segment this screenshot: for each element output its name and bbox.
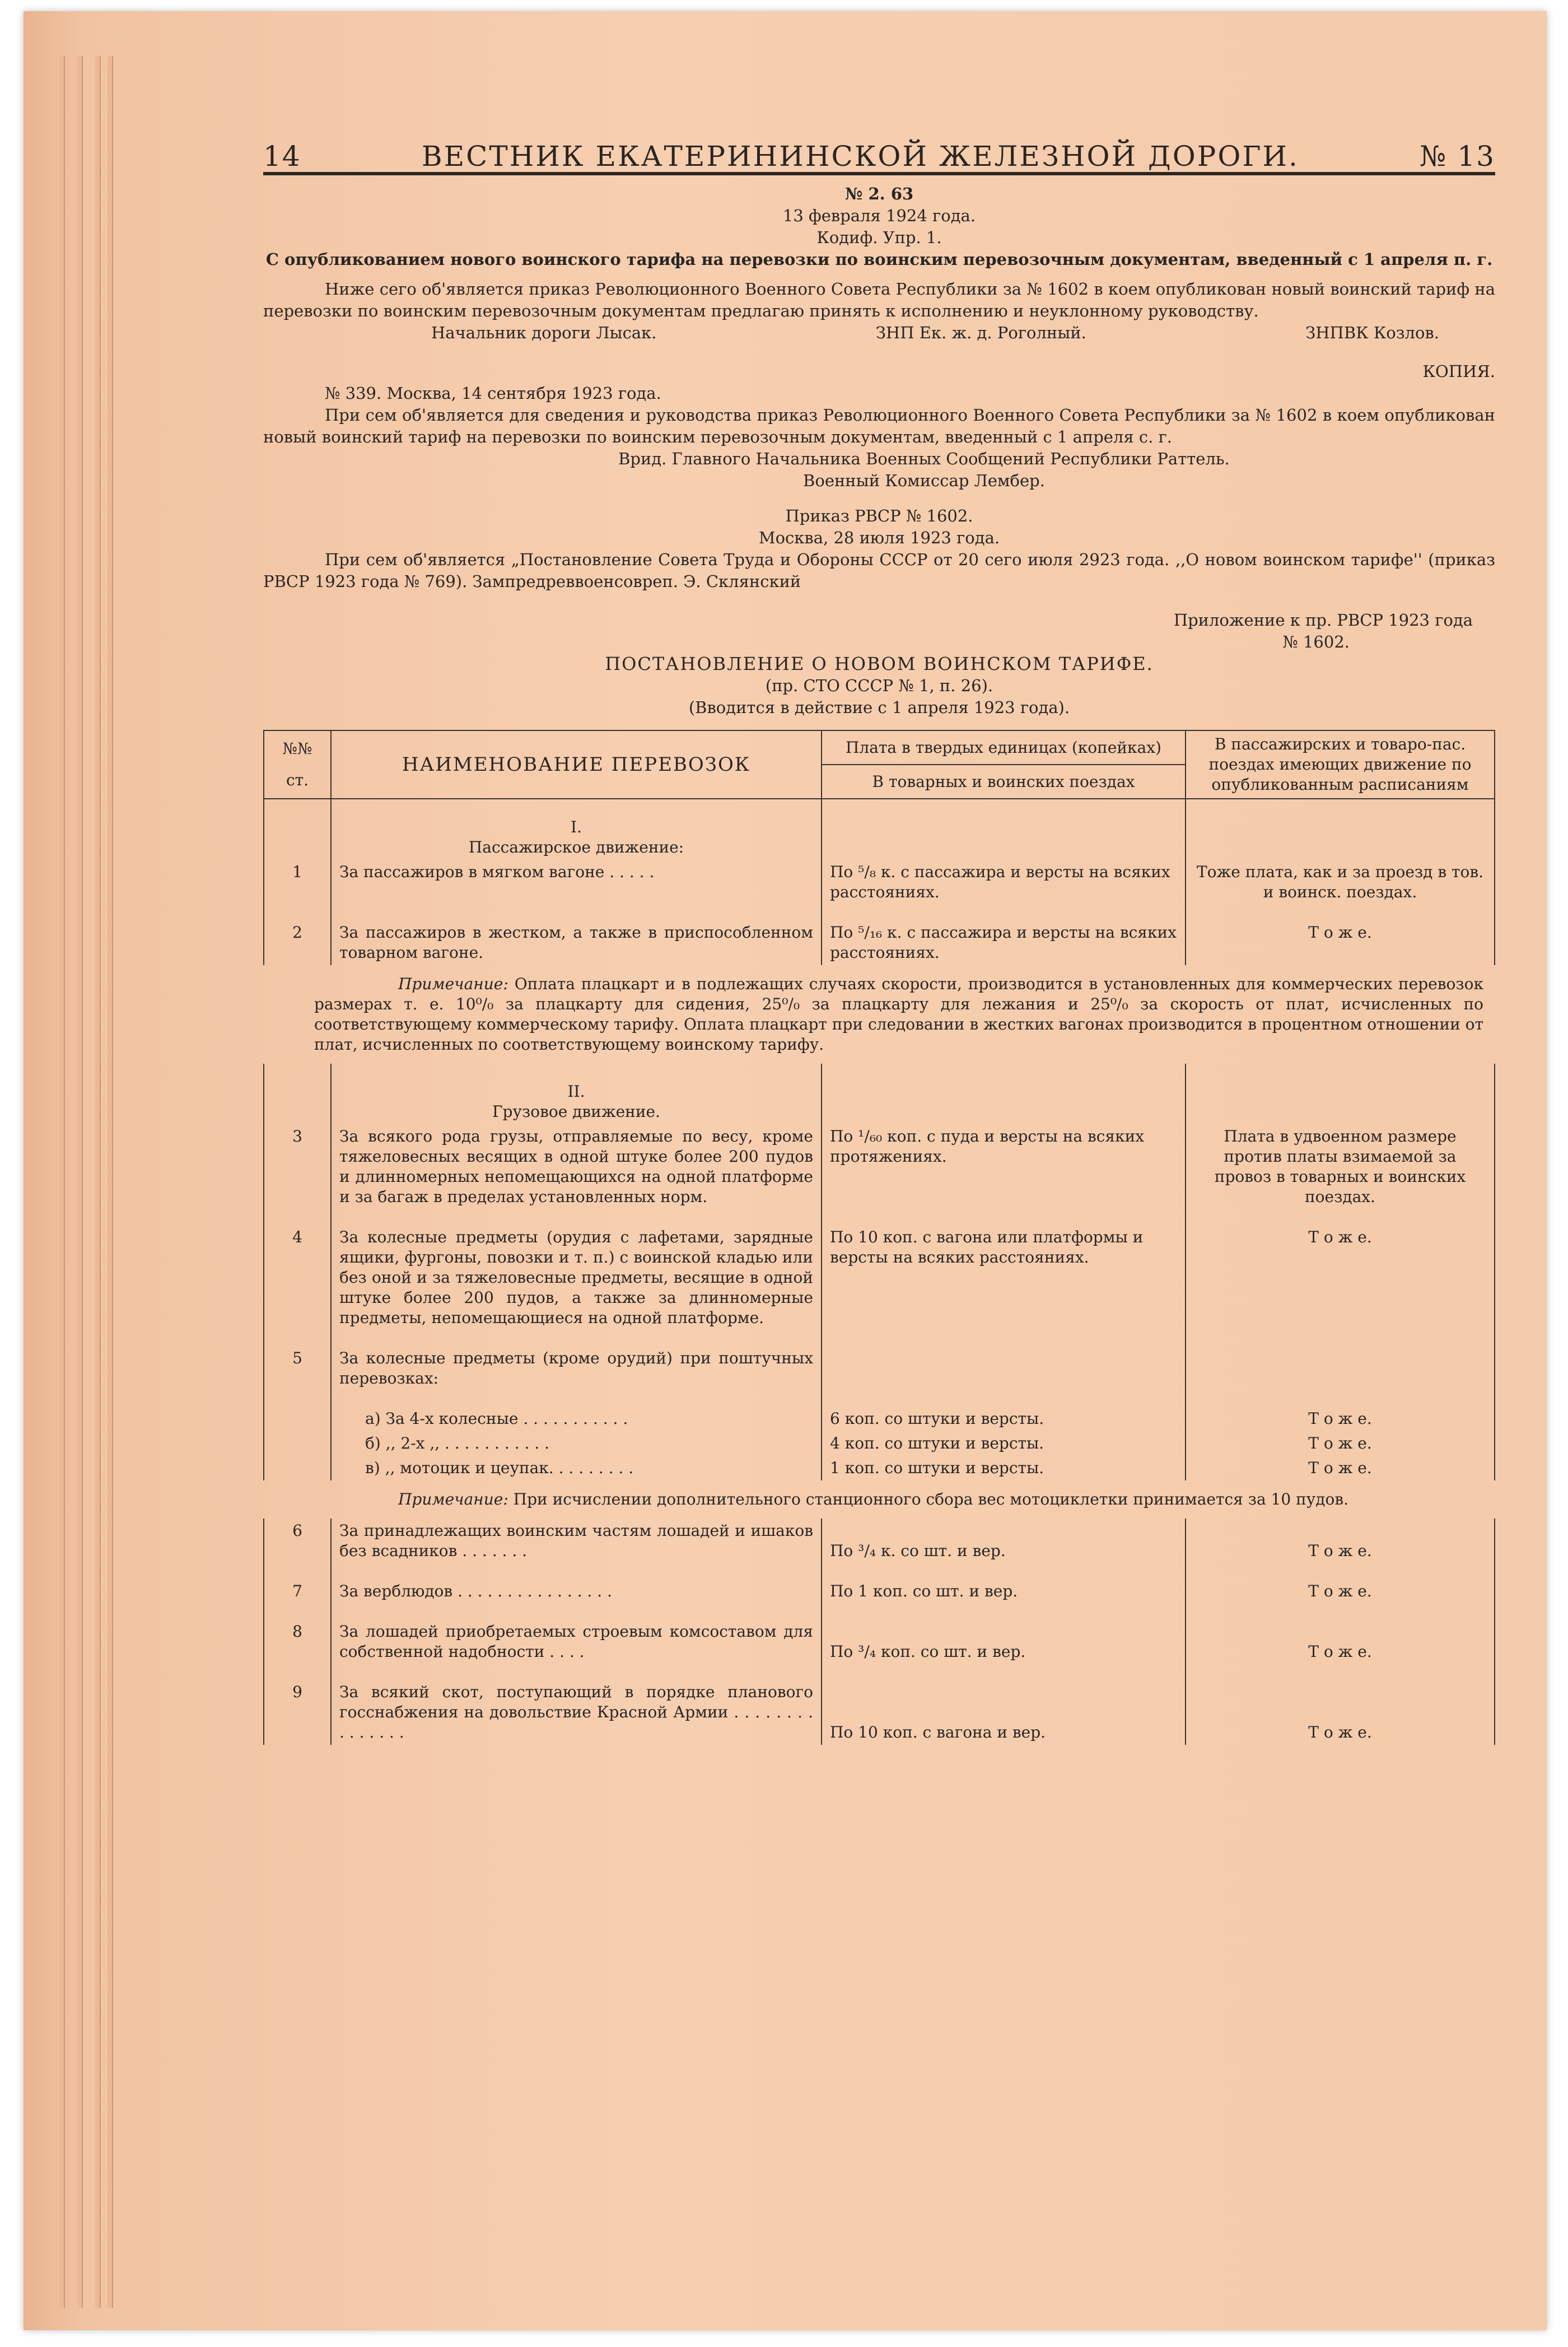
row-number: 2 — [264, 920, 331, 965]
table-row — [264, 1619, 1495, 1664]
table-subrow — [264, 1456, 1495, 1480]
row-pay: По ¹/₆₀ коп. с пуда и версты на всяких протяжениях. — [822, 1124, 1186, 1209]
table-row — [264, 1346, 1495, 1391]
subrow-name: а) За 4-х колесные . . . . . . . . . . . — [331, 1407, 822, 1431]
row-pay: По ³/₄ коп. со шт. и вер. — [822, 1619, 1186, 1664]
copy-ref: № 339. Москва, 14 сентября 1923 года. — [325, 384, 661, 403]
section1-number: I. — [571, 818, 582, 836]
section2-heading — [331, 1079, 822, 1124]
note-1-text: Оплата плацкарт и в подлежащих случаях скорости, производится в установленных для коммерческих перевозок размерах т. е. 10⁰/₀ за плацкарту для сидения, 25⁰/₀ за плацкарту для лежания и 25⁰/₀ за скорость от плат, исчисленных по соответствующему коммерческому тарифу. Оплата плацкарт при следовании в жестких вагонах производится в процентном отношении от плат, исчисленных по соответствующему воинскому тарифу. — [314, 975, 1484, 1054]
table-row — [264, 1680, 1495, 1745]
row-number: 5 — [264, 1346, 331, 1391]
signature-znp: ЗНП Ек. ж. д. Роголный. — [875, 323, 1086, 342]
section1-title: Пассажирское движение: — [468, 838, 684, 856]
order-body: Ниже сего об'является приказ Революционного Военного Совета Республики за № 1602 в коем опубликован новый воинский тариф на перевозки по воинским перевозочным документам предлагаю принять к исполнению и неуклонному руководству. — [263, 280, 1495, 320]
page-edge — [77, 56, 83, 2308]
copy-sign2: Военный Комиссар Лембер. — [803, 471, 1045, 490]
row-number: 6 — [264, 1519, 331, 1563]
resolution-title: ПОСТАНОВЛЕНИЕ О НОВОМ ВОИНСКОМ ТАРИФЕ. — [605, 653, 1154, 674]
row-name: За всякий скот, поступающий в порядке планового госснабжения на довольствие Красной Армии . . . . . . . . . . . . . . . — [331, 1680, 822, 1745]
order-signatures — [263, 322, 1495, 344]
resolution-effective: (Вводится в действие с 1 апреля 1923 года). — [688, 698, 1070, 717]
section2-number: II. — [567, 1082, 585, 1101]
row-pay: По 10 коп. с вагона и вер. — [822, 1680, 1186, 1745]
col-number-bottom: ст. — [286, 771, 309, 789]
row-number: 3 — [264, 1124, 331, 1209]
row-name: За пассажиров в жестком, а также в приспособленном товарном вагоне. — [331, 920, 822, 965]
row-pay: По ³/₄ к. со шт. и вер. — [822, 1519, 1186, 1563]
table-row — [264, 920, 1495, 965]
row-pay: По ⁵/₈ к. с пассажира и версты на всяких расстояниях. — [822, 860, 1186, 905]
appendix-line2: № 1602. — [1282, 632, 1350, 651]
order-subject: С опубликованием нового воинского тарифа на перевозки по воинским перевозочным документам, введенный с 1 апреля п. г. — [265, 250, 1493, 269]
page-header — [263, 140, 1495, 175]
page-content — [263, 140, 1495, 1745]
row-passenger: Т о ж е. — [1186, 1579, 1495, 1604]
row-number: 9 — [264, 1680, 331, 1745]
subrow-passenger: Т о ж е. — [1186, 1431, 1495, 1456]
row-name: За колесные предметы (орудия с лафетами, зарядные ящики, фургоны, повозки и т. п.) с воинской кладью или без оной и за тяжеловесные предметы, весящие в одной штуке более 200 пудов, а также за длинномерные предметы, непомещающиеся на одной платформе. — [331, 1225, 822, 1330]
row-passenger: Т о ж е. — [1186, 920, 1495, 965]
subrow-pay: 6 коп. со штуки и версты. — [822, 1407, 1186, 1431]
row-name: За колесные предметы (кроме орудий) при поштучных перевозках: — [331, 1346, 822, 1391]
row-name: За лошадей приобретаемых строевым комсоставом для собственной надобности . . . . — [331, 1619, 822, 1664]
order-date: 13 февраля 1924 года. — [782, 206, 976, 225]
row-pay: По 1 коп. со шт. и вер. — [822, 1579, 1186, 1604]
col-name-header: НАИМЕНОВАНИЕ ПЕРЕВОЗОК — [331, 730, 822, 799]
signature-chief: Начальник дороги Лысак. — [431, 323, 657, 342]
resolution-ref: (пр. СТО СССР № 1, п. 26). — [765, 676, 993, 695]
row-name: За принадлежащих воинским частям лошадей и ишаков без всадников . . . . . . . — [331, 1519, 822, 1563]
col-number-top: №№ — [282, 739, 312, 758]
order-number: № 2. 63 — [844, 184, 914, 203]
row-passenger: Т о ж е. — [1186, 1519, 1495, 1563]
rvsr-place: Москва, 28 июля 1923 года. — [758, 528, 1000, 547]
rvsr-body: При сем об'является „Постановление Совета Труда и Обороны СССР от 20 сего июля 2923 года. ,,О новом воинском тарифе'' (приказ РВСР 1923 года № 769). Зампредреввоенсовреп. Э. Склянский — [263, 550, 1495, 591]
note-2-text: При исчислении дополнительного станционного сбора вес мотоциклетки принимается за 10 пудов. — [513, 1490, 1348, 1508]
col-pay-header: Плата в твердых единицах (копейках) — [822, 730, 1186, 765]
subrow-passenger: Т о ж е. — [1186, 1407, 1495, 1431]
page-number: 14 — [263, 140, 301, 173]
row-passenger: Т о ж е. — [1186, 1225, 1495, 1330]
page-edge — [108, 56, 113, 2308]
subrow-passenger: Т о ж е. — [1186, 1456, 1495, 1480]
row-passenger: Т о ж е. — [1186, 1680, 1495, 1745]
row-number: 4 — [264, 1225, 331, 1330]
note-1-label: Примечание: — [398, 975, 508, 993]
page-edge — [59, 56, 65, 2308]
copy-body: При сем об'является для сведения и руководства приказ Революционного Военного Совета Республики за № 1602 в коем опубликован новый воинский тариф на перевозки по воинским перевозочным документам, введенный с 1 апреля с. г. — [263, 406, 1495, 446]
row-name: За верблюдов . . . . . . . . . . . . . . . . — [331, 1579, 822, 1604]
row-number: 1 — [264, 860, 331, 905]
issue-number: № 13 — [1420, 140, 1495, 173]
copy-label: КОПИЯ. — [1422, 362, 1495, 381]
note-2-label: Примечание: — [398, 1490, 508, 1508]
table-subrow — [264, 1407, 1495, 1431]
row-number: 8 — [264, 1619, 331, 1664]
section2-title: Грузовое движение. — [492, 1102, 660, 1121]
signature-znpvk: ЗНПВК Козлов. — [1305, 323, 1439, 342]
col-pay-sub-header: В товарных и воинских поездах — [822, 765, 1186, 799]
row-pay: По 10 коп. с вагона или платформы и версты на всяких расстояниях. — [822, 1225, 1186, 1330]
note-2 — [264, 1480, 1495, 1519]
order-code: Кодиф. Упр. 1. — [816, 228, 942, 247]
row-pay: По ⁵/₁₆ к. с пассажира и версты на всяких расстояниях. — [822, 920, 1186, 965]
col-passenger-header: В пассажирских и товаро-пас. поездах имеющих движение по опубликованным расписаниям — [1186, 730, 1495, 799]
copy-sign1: Врид. Главного Начальника Военных Сообщений Республики Раттель. — [618, 449, 1230, 468]
row-number: 7 — [264, 1579, 331, 1604]
journal-title: ВЕСТНИК ЕКАТЕРИНИНСКОЙ ЖЕЛЕЗНОЙ ДОРОГИ. — [421, 140, 1299, 173]
table-subrow — [264, 1431, 1495, 1456]
table-row — [264, 1579, 1495, 1604]
table-row — [264, 860, 1495, 905]
subrow-name: б) ,, 2-х ,, . . . . . . . . . . . — [331, 1431, 822, 1456]
row-name: За всякого рода грузы, отправляемые по весу, кроме тяжеловесных весящих в одной штуке более 200 пудов и длинномерных непомещающихся на одной платформе и за багаж в пределах установленных норм. — [331, 1124, 822, 1209]
subrow-pay: 1 коп. со штуки и версты. — [822, 1456, 1186, 1480]
subrow-name: в) ,, мотоцик и цеупак. . . . . . . . . — [331, 1456, 822, 1480]
col-number-header — [264, 730, 331, 799]
page-edge — [95, 56, 101, 2308]
table-row — [264, 1225, 1495, 1330]
row-name: За пассажиров в мягком вагоне . . . . . — [331, 860, 822, 905]
table-row — [264, 1519, 1495, 1563]
table-row — [264, 1124, 1495, 1209]
row-passenger: Плата в удвоенном размере против платы взимаемой за провоз в товарных и воинских поездах. — [1186, 1124, 1495, 1209]
section1-heading — [331, 815, 822, 860]
row-passenger: Т о ж е. — [1186, 1619, 1495, 1664]
row-passenger: Тоже плата, как и за проезд в тов. и воинск. поездах. — [1186, 860, 1495, 905]
note-1 — [264, 965, 1495, 1064]
tariff-table — [263, 730, 1495, 1745]
subrow-pay: 4 коп. со штуки и версты. — [822, 1431, 1186, 1456]
appendix-line1: Приложение к пр. РВСР 1923 года — [1173, 611, 1473, 630]
rvsr-title: Приказ РВСР № 1602. — [785, 506, 973, 525]
